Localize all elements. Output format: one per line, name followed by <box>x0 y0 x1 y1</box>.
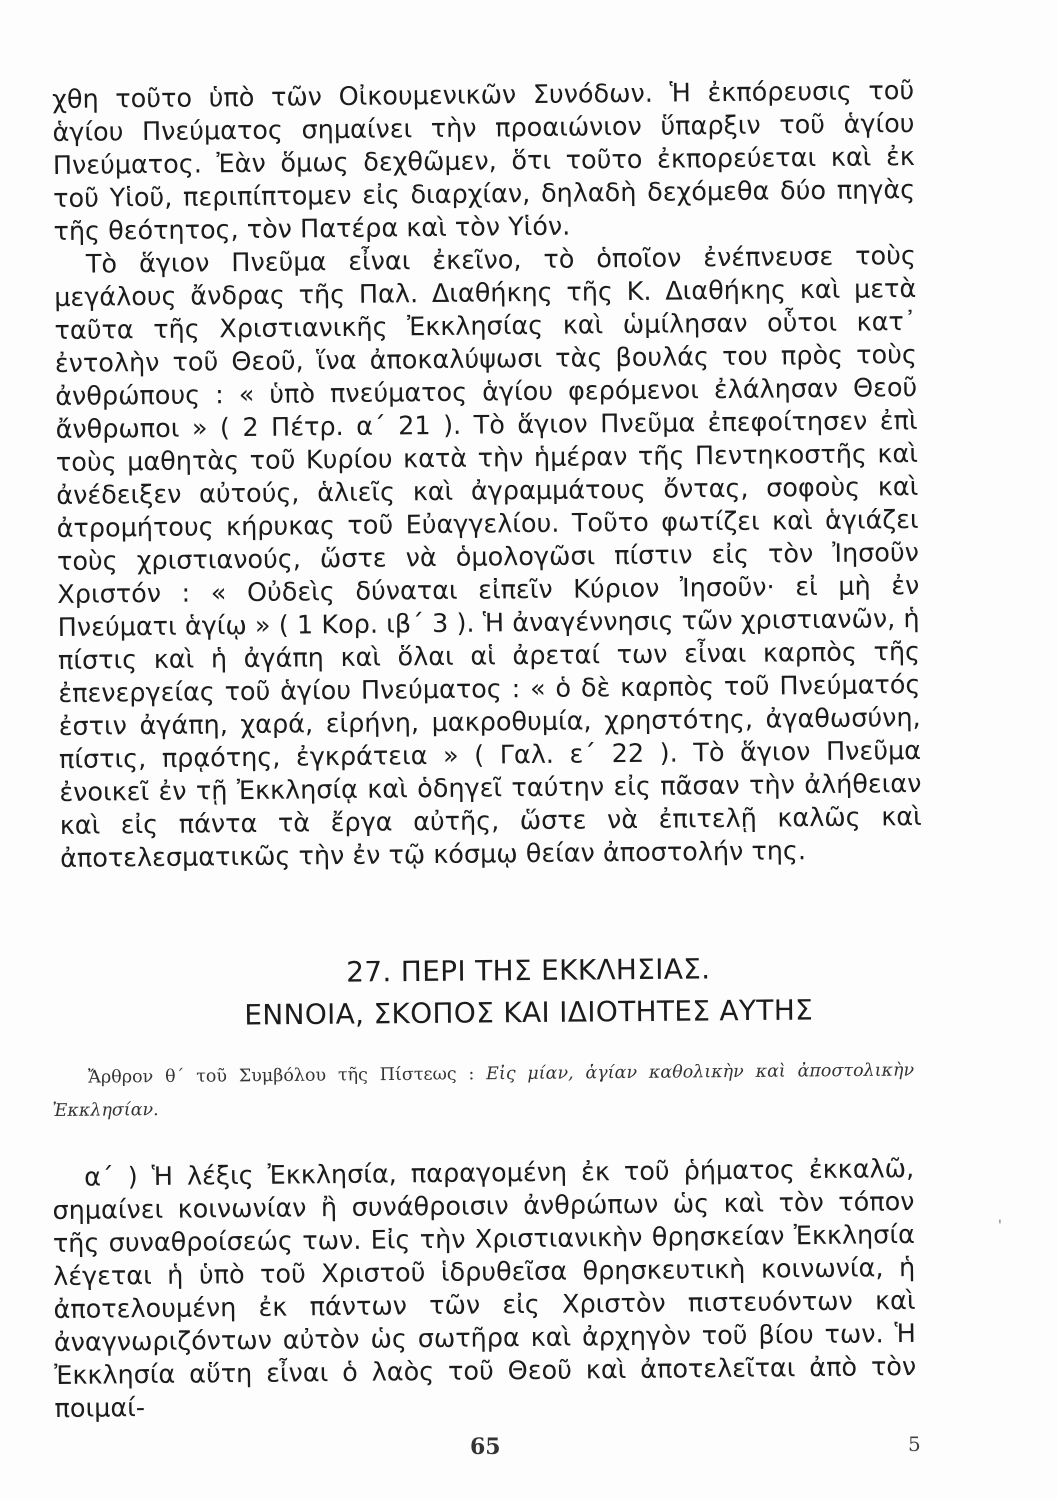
paragraph-continuation: χθη τοῦτο ὑπὸ τῶν Οἰκουμενικῶν Συνόδων. Ἡ ἐκπόρευσις τοῦ ἁγίου Πνεύματος σημαίνει τὴν προαιώνιον ὕπαρξιν τοῦ ἁγίου Πνεύματος. Ἐὰν ὅμως δεχθῶμεν, ὅτι τοῦτο ἐκπορεύεται καὶ ἐκ τοῦ Υἱοῦ, περιπίπτομεν εἰς διαρχίαν, δηλαδὴ δεχόμεθα δύο πηγὰς τῆς θεότητος, τὸν Πατέρα καὶ τὸν Υἱόν. <box>52 75 916 247</box>
body-text-top <box>52 75 922 876</box>
creed-quote-prefix: Ἄρθρον θ΄ τοῦ Συμβόλου τῆς Πίστεως : <box>88 1064 487 1088</box>
creed-quote-text: Εἰς μίαν, ἁγίαν καθολικὴν καὶ ἀποστολικὴν Ἐκκλησίαν. <box>52 1060 915 1121</box>
section-heading <box>0 945 1057 1038</box>
stray-print-mark: ' <box>998 1218 1002 1234</box>
creed-quote <box>52 1054 915 1128</box>
page-number: 65 <box>470 1434 501 1460</box>
signature-mark: 5 <box>908 1432 921 1456</box>
section-heading-subtitle: ΕΝΝΟΙΑ, ΣΚΟΠΟΣ ΚΑΙ ΙΔΙΟΤΗΤΕΣ ΑΥΤΗΣ <box>244 993 814 1032</box>
paragraph-holy-spirit: Τὸ ἅγιον Πνεῦμα εἶναι ἐκεῖνο, τὸ ὁποῖον ἐνέπνευσε τοὺς μεγάλους ἄνδρας τῆς Παλ. Διαθήκης τῆς Κ. Διαθήκης καὶ μετὰ ταῦτα τῆς Χριστιανικῆς Ἐκκλησίας καὶ ὡμίλησαν οὗτοι κατ᾿ ἐντολὴν τοῦ Θεοῦ, ἵνα ἀποκαλύψωσι τὰς βουλάς του πρὸς τοὺς ἀνθρώπους : « ὑπὸ πνεύματος ἁγίου φερόμενοι ἐλάλησαν Θεοῦ ἄνθρωποι » ( 2 Πέτρ. α΄ 21 ). Τὸ ἅγιον Πνεῦμα ἐπεφοίτησεν ἐπὶ τοὺς μαθητὰς τοῦ Κυρίου κατὰ τὴν ἡμέραν τῆς Πεντηκοστῆς καὶ ἀνέδειξεν αὐτούς, ἁλιεῖς καὶ ἀγραμμάτους ὄντας, σοφοὺς καὶ ἀτρομήτους κήρυκας τοῦ Εὐαγγελίου. Τοῦτο φωτίζει καὶ ἁγιάζει τοὺς χριστιανούς, ὥστε νὰ ὁμολογῶσι πίστιν εἰς τὸν Ἰησοῦν Χριστόν : « Οὐδεὶς δύναται εἰπεῖν Κύριον Ἰησοῦν· εἰ μὴ ἐν Πνεύματι ἁγίῳ » ( 1 Κορ. ιβ΄ 3 ). Ἡ ἀναγέννησις τῶν χριστιανῶν, ἡ πίστις καὶ ἡ ἀγάπη καὶ ὅλαι αἱ ἀρεταί των εἶναι καρπὸς τῆς ἐπενεργείας τοῦ ἁγίου Πνεύματος : « ὁ δὲ καρπὸς τοῦ Πνεύματός ἐστιν ἀγάπη, χαρά, εἰρήνη, μακροθυμία, χρηστότης, ἀγαθωσύνη, πίστις, πρᾳότης, ἐγκράτεια » ( Γαλ. ε΄ 22 ). Τὸ ἅγιον Πνεῦμα ἐνοικεῖ ἐν τῇ Ἐκκλησίᾳ καὶ ὁδηγεῖ ταύτην εἰς πᾶσαν τὴν ἀλήθειαν καὶ εἰς πάντα τὰ ἔργα αὐτῆς, ὥστε νὰ ἐπιτελῇ καλῶς καὶ ἀποτελεσματικῶς τὴν ἐν τῷ κόσμῳ θείαν ἀποστολήν της. <box>54 240 922 874</box>
section-heading-title: 27. ΠΕΡΙ ΤΗΣ ΕΚΚΛΗΣΙΑΣ. <box>346 952 711 989</box>
paragraph-church-definition: α΄ ) Ἡ λέξις Ἐκκλησία, παραγομένη ἐκ τοῦ ῥήματος ἐκκαλῶ, σημαίνει κοινωνίαν ἢ συνάθροισιν ἀνθρώπων ὡς καὶ τὸν τόπον τῆς συναθροίσεώς των. Εἰς τὴν Χριστιανικὴν θρησκείαν Ἐκκλησία λέγεται ἡ ὑπὸ τοῦ Χριστοῦ ἱδρυθεῖσα θρησκευτικὴ κοινωνία, ἡ ἀποτελουμένη ἐκ πάντων τῶν εἰς Χριστὸν πιστευόντων καὶ ἀναγνωριζόντων αὐτὸν ὡς σωτῆρα καὶ ἀρχηγὸν τοῦ βίου των. Ἡ Ἐκκλησία αὕτη εἶναι ὁ λαὸς τοῦ Θεοῦ καὶ ἀποτελεῖται ἀπὸ τὸν ποιμαί- <box>52 1153 917 1424</box>
body-text-church <box>52 1153 917 1426</box>
